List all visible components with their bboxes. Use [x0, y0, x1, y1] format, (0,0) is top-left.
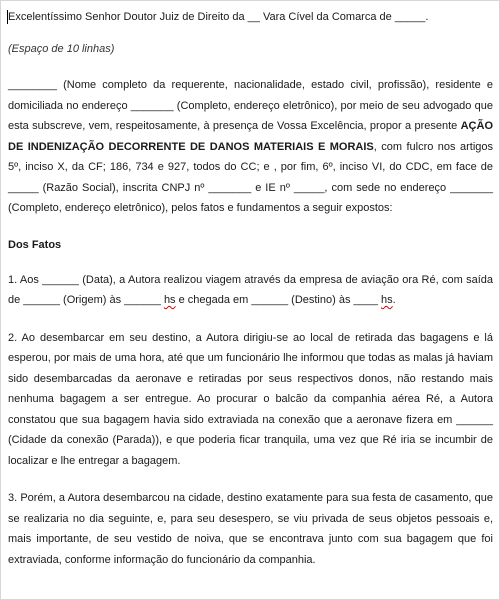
section-title-dos-fatos: Dos Fatos: [8, 238, 62, 251]
facts-paragraph-1-text-b: e chegada em ______ (Destino) às ____: [175, 294, 382, 306]
qualification-paragraph: [8, 75, 493, 219]
text-cursor: [7, 10, 8, 24]
facts-paragraph-1: [8, 270, 493, 311]
space-note: (Espaço de 10 linhas): [8, 43, 115, 55]
salutation-line: [8, 9, 493, 25]
qualification-text-2: , com fulcro nos artigos 5º, inciso X, da CF; 186, 734 e 927, todos do CC; e , por fim, 6º, inciso VI, do CDC, em face de _____ (Razão Social), inscrita CNPJ nº _______ e IE nº _____, com sede no endereço _______ (Completo, endereço eletrônico), pelos fatos e fundamentos a seguir expostos:: [8, 140, 493, 214]
facts-paragraph-1-text-a: 1. Aos ______ (Data), a Autora realizou viagem através da empresa de aviação ora Ré, com saída de ______ (Origem) às ______: [8, 273, 493, 306]
action-title: AÇÃO DE INDENIZAÇÃO DECORRENTE DE DANOS MATERIAIS E MORAIS: [8, 120, 493, 153]
facts-paragraph-2: 2. Ao desembarcar em seu destino, a Autora dirigiu-se ao local de retirada das bagagens e lá esperou, por mais de uma hora, até que um funcionário lhe informou que todas as malas já haviam sido desembarcadas da aeronave e retiradas por seus respectivos donos, não restando mais nenhuma bagagem a ser entregue. Ao procurar o balcão da companhia aérea Ré, a Autora constatou que sua bagagem havia sido extraviada na conexão que a aeronave fizera em ______ (Cidade da conexão (Parada)), e que poderia ficar tranquila, uma vez que Ré iria se incumbir de localizar e lhe entregar a bagagem.: [8, 331, 493, 467]
salutation-text: Excelentíssimo Senhor Doutor Juiz de Direito da __ Vara Cível da Comarca de _____.: [8, 11, 429, 23]
qualification-text-1: ________ (Nome completo da requerente, nacionalidade, estado civil, profissão), residente e domiciliada no endereço _______ (Completo, endereço eletrônico), por meio de seu advogado que esta subscreve, vem, respeitosamente, à presença de Vossa Excelência, propor a presente: [8, 79, 493, 132]
facts-paragraph-1-text-c: .: [392, 294, 396, 306]
spellcheck-word-hs-2: hs: [381, 294, 393, 306]
spellcheck-word-hs-1: hs: [163, 294, 176, 306]
facts-paragraph-3: 3. Porém, a Autora desembarcou na cidade, destino exatamente para sua festa de casamento, que se realizaria no dia seguinte, e, para seu desespero, se viu privada de seus objetos pessoais e, mais importante, de seu vestido de noiva, que se encontrava junto com sua bagagem que foi extraviada, conforme informação do funcionário da companhia.: [8, 492, 493, 566]
